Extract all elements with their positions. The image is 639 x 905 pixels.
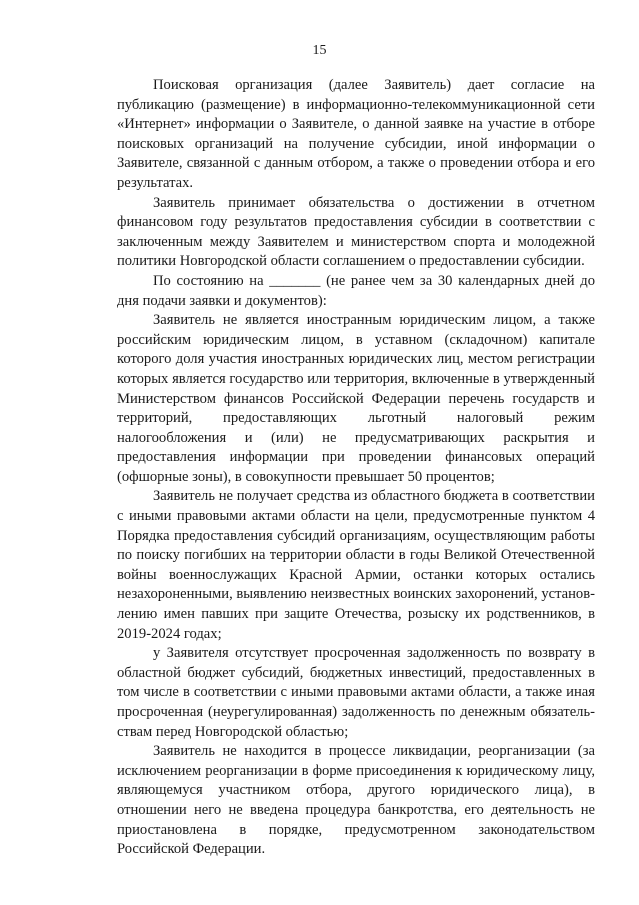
page-number: 15 (312, 43, 327, 58)
paragraph-no-other-funds: Заявитель не получает средства из областного бюджета в соответствии с иными правовыми актами области на цели, предусмотренные пунктом 4 Порядка предоставления субсидий организациям, осуществляющим работы по поиску погибших на территории области в годы Великой Отечественной войны военнослужащих Красной Армии, останки которых остались незахороненными, выявлению неизвестных воинских захоронений, установлению имен павших при защите Отечества, розыску их родственников, в 2019-2024 годах; (117, 488, 595, 642)
paragraph-consent-publication: Поисковая организация (далее Заявитель) дает согласие на публикацию (размещение) в информационно-телекоммуникационной сети «Интернет» информации о Заявителе, о данной заявке на участие в отборе поисковых организаций на получение субсидии, иной информации о Заявителе, связанной с данным отбором, а также о проведении отбора и его результатах. (117, 77, 595, 191)
paragraph-not-foreign-entity: Заявитель не является иностранным юридическим лицом, а также российским юридическим лицом, в уставном (складочном) капитале которого доля участия иностранных юридических лиц, местом регистрации которых является государство или территория, включенные в утвержденный Министерством финансов Российской Федерации перечень государств и территорий, предоставляющих льготный налоговый режим налогообложения и (или) не предусматривающих раскрытия и предоставления информации при проведении финансовых операций (офшорные зоны), в совокупности превышает 50 процентов; (117, 312, 595, 485)
document-body (117, 76, 595, 860)
paragraph-not-liquidated: Заявитель не находится в процессе ликвидации, реорганизации (за исключением реорганизации в форме присоединения к юридическому лицу, являющемуся участником отбора, другого юридического лица), в отношении него не введена процедура банкротства, его деятельность не приостановлена в порядке, предусмотренном законодательством Российской Федерации. (117, 743, 595, 858)
paragraph-obligations: Заявитель принимает обязательства о достижении в отчетном финансовом году результатов предоставления субсидии в соответствии с заключенным между Заявителем и министерством спорта и молодежной политики Новгородской области соглашением о предоставлении субсидии. (117, 194, 595, 270)
paragraph-as-of-date: По состоянию на _______ (не ранее чем за 30 календарных дней до дня подачи заявки и документов): (117, 272, 595, 309)
paragraph-no-overdue-debt: у Заявителя отсутствует просроченная задолженность по возврату в областной бюджет субсидий, бюджетных инвестиций, предоставленных в том числе в соответствии с иными правовыми актами области, а также иная просроченная (неурегулированная) задолженность по денежным обязательствам перед Новгородской областью; (117, 645, 595, 740)
